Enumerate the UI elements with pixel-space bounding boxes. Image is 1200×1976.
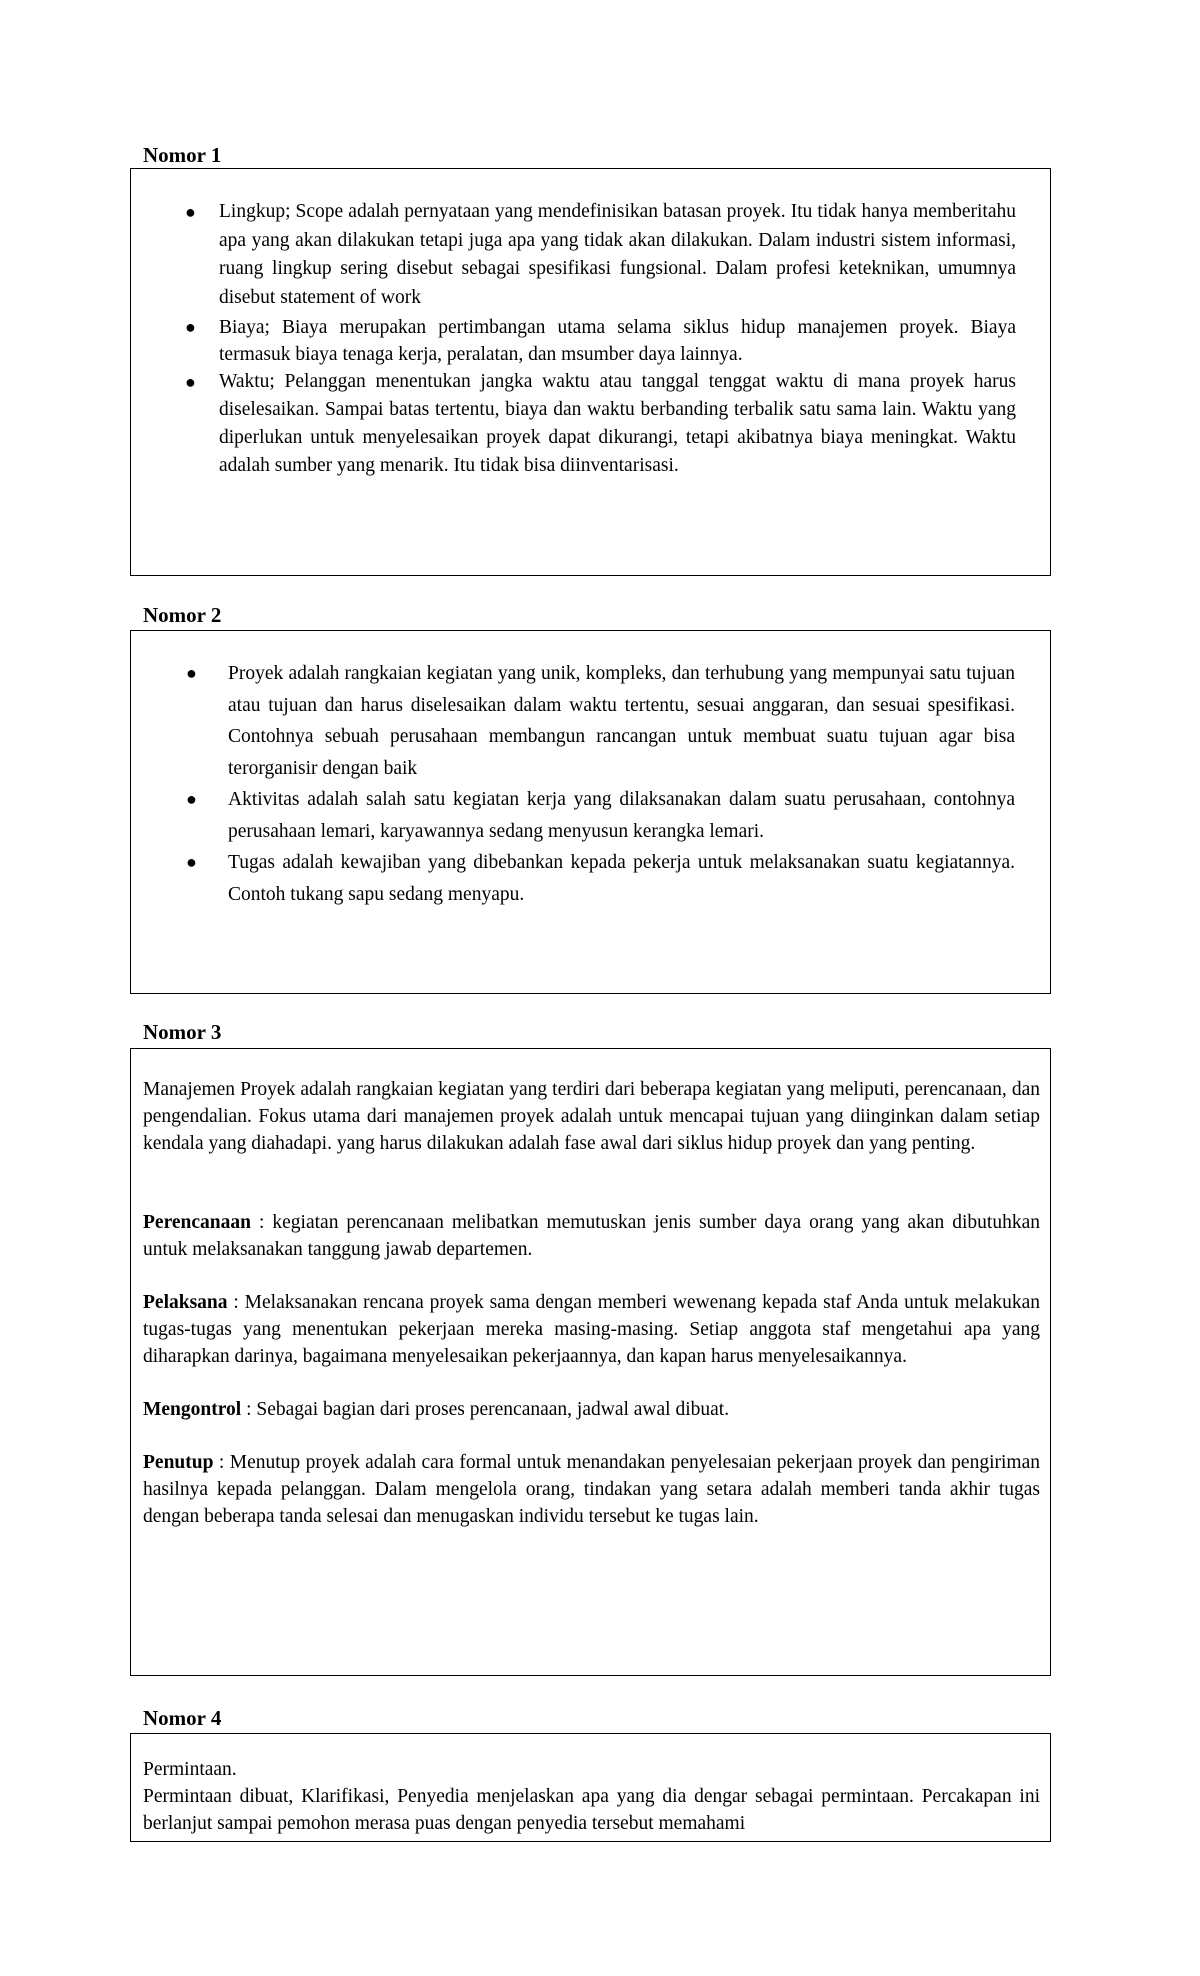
section-2-list bbox=[186, 658, 1015, 910]
intro-paragraph: Manajemen Proyek adalah rangkaian kegiatan yang terdiri dari beberapa kegiatan yang meliputi, perencanaan, dan pengendalian. Fokus utama dari manajemen proyek adalah untuk mencapai tujuan yang diinginkan dalam setiap kendala yang diahadapi. yang harus dilakukan adalah fase awal dari siklus hidup proyek dan yang penting. bbox=[143, 1079, 1040, 1154]
term-paragraph: Penutup : Menutup proyek adalah cara formal untuk menandakan penyelesaian pekerjaan proyek dan pengiriman hasilnya kepada pelanggan. Dalam mengelola orang, tindakan yang setara adalah memberi tanda akhir tugas dengan beberapa tanda selesai dan menugaskan individu tersebut ke tugas lain. bbox=[143, 1452, 1040, 1527]
section-2-box bbox=[130, 630, 1051, 994]
term-description: Melaksanakan rencana proyek sama dengan memberi wewenang kepada staf Anda untuk melakukan tugas-tugas yang menentukan pekerjaan mereka masing-masing. Setiap anggota staf mengetahui apa yang diharapkan darinya, bagaimana menyelesaikan pekerjaannya, dan kapan harus menyelesaikannya. bbox=[143, 1292, 1041, 1367]
bullet-icon: ● bbox=[185, 317, 196, 337]
section-3-content bbox=[143, 1076, 1040, 1530]
term-paragraph: Mengontrol : Sebagai bagian dari proses perencanaan, jadwal awal dibuat. bbox=[143, 1399, 730, 1420]
section-1-heading: Nomor 1 bbox=[143, 143, 222, 167]
list-item: ● Aktivitas adalah salah satu kegiatan kerja yang dilaksanakan dalam suatu perusahaan, contohnya perusahaan lemari, karyawannya sedang menyusun kerangka lemari. bbox=[228, 784, 1015, 847]
term-paragraph: Pelaksana : Melaksanakan rencana proyek sama dengan memberi wewenang kepada staf Anda untuk melakukan tugas-tugas yang menentukan pekerjaan mereka masing-masing. Setiap anggota staf mengetahui apa yang diharapkan darinya, bagaimana menyelesaikan pekerjaannya, dan kapan harus menyelesaikannya. bbox=[143, 1292, 1041, 1367]
section-3-box bbox=[130, 1048, 1051, 1676]
section-4-heading: Nomor 4 bbox=[143, 1706, 222, 1730]
term-paragraph: Perencanaan : kegiatan perencanaan melibatkan memutuskan jenis sumber daya orang yang akan dibutuhkan untuk melaksanakan tanggung jawab departemen. bbox=[143, 1212, 1040, 1260]
bullet-icon: ● bbox=[186, 852, 197, 872]
list-item: ● Lingkup; Scope adalah pernyataan yang mendefinisikan batasan proyek. Itu tidak hanya memberitahu apa yang akan dilakukan tetapi juga apa yang tidak akan dilakukan. Dalam industri sistem informasi, ruang lingkup sering disebut sebagai spesifikasi fungsional. Dalam profesi keteknikan, umumnya disebut statement of work bbox=[219, 198, 1016, 312]
section-4-box bbox=[130, 1733, 1051, 1842]
term-label: Perencanaan bbox=[143, 1212, 251, 1233]
bullet-icon: ● bbox=[186, 789, 197, 809]
term-label: Mengontrol bbox=[143, 1399, 242, 1420]
list-item: ● Biaya; Biaya merupakan pertimbangan utama selama siklus hidup manajemen proyek. Biaya termasuk biaya tenaga kerja, peralatan, dan msumber daya lainnya. bbox=[219, 314, 1016, 368]
list-item: ● Tugas adalah kewajiban yang dibebankan kepada pekerja untuk melaksanakan suatu kegiatannya. Contoh tukang sapu sedang menyapu. bbox=[228, 847, 1015, 910]
section-4-content bbox=[143, 1756, 1040, 1837]
section-2-heading: Nomor 2 bbox=[143, 603, 222, 627]
term-description: kegiatan perencanaan melibatkan memutuskan jenis sumber daya orang yang akan dibutuhkan untuk melaksanakan tanggung jawab departemen. bbox=[143, 1212, 1040, 1260]
list-item: ● Waktu; Pelanggan menentukan jangka waktu atau tanggal tenggat waktu di mana proyek harus diselesaikan. Sampai batas tertentu, biaya dan waktu berbanding terbalik satu sama lain. Waktu yang diperlukan untuk menyelesaikan proyek dapat dikurangi, tetapi akibatnya biaya meningkat. Waktu adalah sumber yang menarik. Itu tidak bisa diinventarisasi. bbox=[219, 368, 1016, 480]
term-label: Pelaksana bbox=[143, 1292, 228, 1313]
section-1-box bbox=[130, 168, 1051, 576]
bullet-icon: ● bbox=[185, 372, 196, 392]
term-description: Sebagai bagian dari proses perencanaan, jadwal awal dibuat. bbox=[256, 1399, 730, 1420]
term-label: Penutup bbox=[143, 1452, 214, 1473]
term-description: Menutup proyek adalah cara formal untuk menandakan penyelesaian pekerjaan proyek dan pengiriman hasilnya kepada pelanggan. Dalam mengelola orang, tindakan yang setara adalah memberi tanda akhir tugas dengan beberapa tanda selesai dan menugaskan individu tersebut ke tugas lain. bbox=[143, 1452, 1040, 1527]
list-item: ● Proyek adalah rangkaian kegiatan yang unik, kompleks, dan terhubung yang mempunyai satu tujuan atau tujuan dan harus diselesaikan dalam waktu tertentu, sesuai anggaran, dan sesuai spesifikasi. Contohnya sebuah perusahaan membangun rancangan untuk membuat suatu tujuan agar bisa terorganisir dengan baik bbox=[228, 658, 1015, 784]
bullet-icon: ● bbox=[186, 663, 197, 683]
section-4-title-line: Permintaan. bbox=[143, 1759, 237, 1780]
section-4-paragraph: Permintaan dibuat, Klarifikasi, Penyedia menjelaskan apa yang dia dengar sebagai permintaan. Percakapan ini berlanjut sampai pemohon merasa puas dengan penyedia tersebut memahami bbox=[143, 1786, 1040, 1834]
section-1-list bbox=[185, 198, 1016, 480]
section-3-heading: Nomor 3 bbox=[143, 1020, 222, 1044]
bullet-icon: ● bbox=[185, 202, 196, 222]
